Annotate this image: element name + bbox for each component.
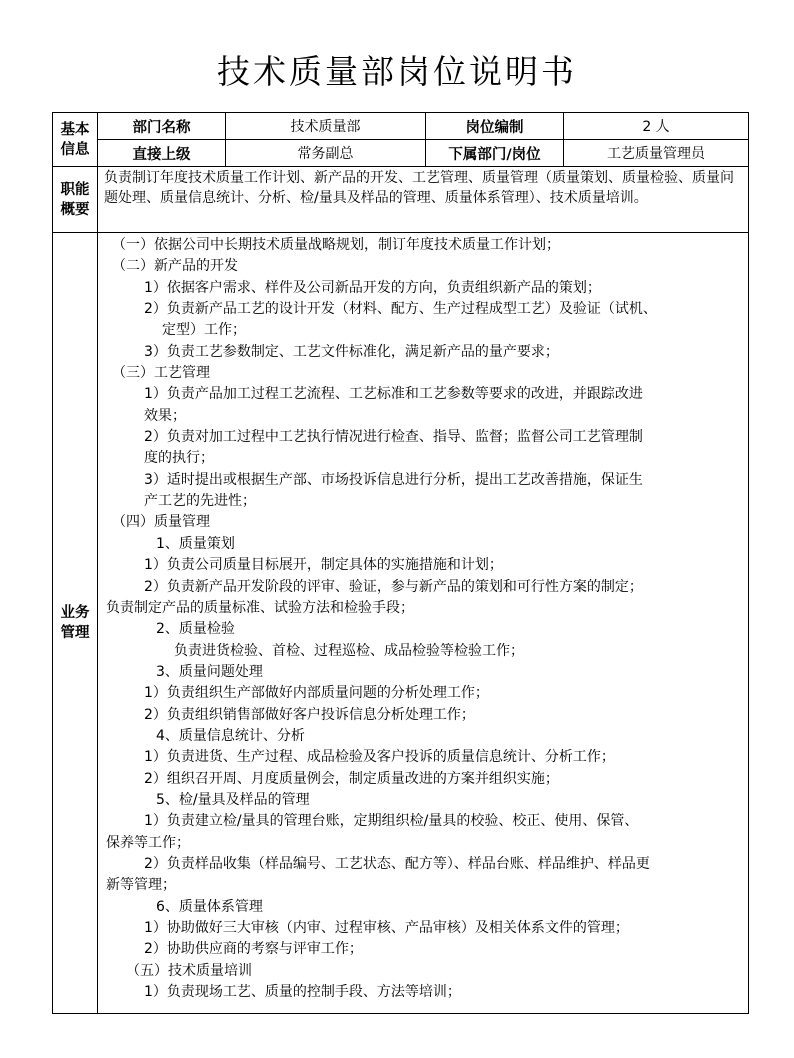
list-item: 2）协助供应商的考察与评审工作； <box>144 941 363 958</box>
list-item: 6、质量体系管理 <box>156 898 263 915</box>
list-item: 3）负责工艺参数制定、工艺文件标准化，满足新产品的量产要求； <box>144 343 559 360</box>
dept-name-value: 技术质量部 <box>226 113 426 140</box>
list-item: （四）质量管理 <box>112 514 210 531</box>
overview-row <box>53 167 749 233</box>
document-title: 技术质量部岗位说明书 <box>217 52 577 91</box>
list-item: 5、检/量具及样品的管理 <box>156 791 310 808</box>
overview-label <box>53 167 98 233</box>
overview-text: 负责制订年度技术质量工作计划、新产品的开发、工艺管理、质量管理（质量策划、质量检验、质量问题处理、质量信息统计、分析、检/量具及样品的管理、质量体系管理）、技术质量培训。 <box>98 167 749 233</box>
headcount-value: 2 人 <box>564 113 749 140</box>
business-label-line-2: 管理 <box>60 625 90 641</box>
list-item: 3、质量问题处理 <box>156 663 263 680</box>
supervisor-label: 直接上级 <box>98 140 226 167</box>
list-item: 度的执行； <box>144 450 214 467</box>
supervisor-value: 常务副总 <box>226 140 426 167</box>
list-item: 1）负责公司质量目标展开，制定具体的实施措施和计划； <box>144 557 503 574</box>
list-item: 2）组织召开周、月度质量例会，制定质量改进的方案并组织实施； <box>144 770 559 787</box>
list-item: 1）负责现场工艺、质量的控制手段、方法等培训； <box>144 984 461 1001</box>
subordinate-label: 下属部门/岗位 <box>426 140 564 167</box>
list-item: 1、质量策划 <box>156 535 235 552</box>
list-item: （三）工艺管理 <box>112 365 210 382</box>
basic-info-label <box>53 113 98 167</box>
list-item: 定型）工作； <box>162 322 246 339</box>
list-item: 保养等工作； <box>106 834 190 851</box>
headcount-label: 岗位编制 <box>426 113 564 140</box>
list-item: 1）负责建立检/量具的管理台账，定期组织检/量具的校验、校正、使用、保管、 <box>144 813 639 830</box>
list-item: 2）负责组织销售部做好客户投诉信息分析处理工作； <box>144 706 475 723</box>
list-item: 负责进货检验、首检、过程巡检、成品检验等检验工作； <box>174 642 524 659</box>
list-item: 2）负责新产品工艺的设计开发（材料、配方、生产过程成型工艺）及验证（试机、 <box>144 301 657 318</box>
overview-label-line-1: 职能 <box>60 181 90 198</box>
list-item: （二）新产品的开发 <box>112 258 238 275</box>
job-description-table <box>52 112 749 1014</box>
list-item: 效果； <box>144 407 186 424</box>
list-item: 1）依据客户需求、样件及公司新品开发的方向，负责组织新产品的策划； <box>144 279 601 296</box>
basic-info-row-2 <box>53 140 749 167</box>
list-item: 1）负责产品加工过程工艺流程、工艺标准和工艺参数等要求的改进，并跟踪改进 <box>144 386 643 403</box>
list-item: 新等管理； <box>106 877 176 894</box>
list-item: 1）协助做好三大审核（内审、过程审核、产品审核）及相关体系文件的管理； <box>144 920 629 936</box>
list-item: （一）依据公司中长期技术质量战略规划，制订年度技术质量工作计划； <box>112 237 560 253</box>
basic-info-label-line-1: 基本 <box>60 121 90 138</box>
list-item: 2）负责对加工过程中工艺执行情况进行检查、指导、监督；监督公司工艺管理制 <box>144 429 643 446</box>
list-item: 2、质量检验 <box>156 621 235 638</box>
list-item: 负责制定产品的质量标准、试验方法和检验手段； <box>106 599 414 616</box>
list-item: 4、质量信息统计、分析 <box>156 727 305 744</box>
list-item: （五）技术质量培训 <box>126 962 252 979</box>
overview-label-line-2: 概要 <box>60 201 90 218</box>
list-item: 2）负责新产品开发阶段的评审、验证，参与新产品的策划和可行性方案的制定； <box>144 578 643 595</box>
list-item: 2）负责样品收集（样品编号、工艺状态、配方等）、样品台账、样品维护、样品更 <box>144 855 650 872</box>
dept-name-label: 部门名称 <box>98 113 226 140</box>
basic-info-label-line-2: 信息 <box>60 141 90 158</box>
list-item: 1）负责组织生产部做好内部质量问题的分析处理工作； <box>144 685 489 702</box>
subordinate-value: 工艺质量管理员 <box>564 140 749 167</box>
business-content <box>98 233 749 1014</box>
basic-info-row-1 <box>53 113 749 140</box>
business-label-line-1: 业务 <box>60 605 90 621</box>
business-label <box>53 233 98 1014</box>
business-row <box>53 233 749 1014</box>
list-item: 产工艺的先进性； <box>144 493 256 510</box>
list-item: 3）适时提出或根据生产部、市场投诉信息进行分析，提出工艺改善措施，保证生 <box>144 471 643 488</box>
list-item: 1）负责进货、生产过程、成品检验及客户投诉的质量信息统计、分析工作； <box>144 749 615 766</box>
